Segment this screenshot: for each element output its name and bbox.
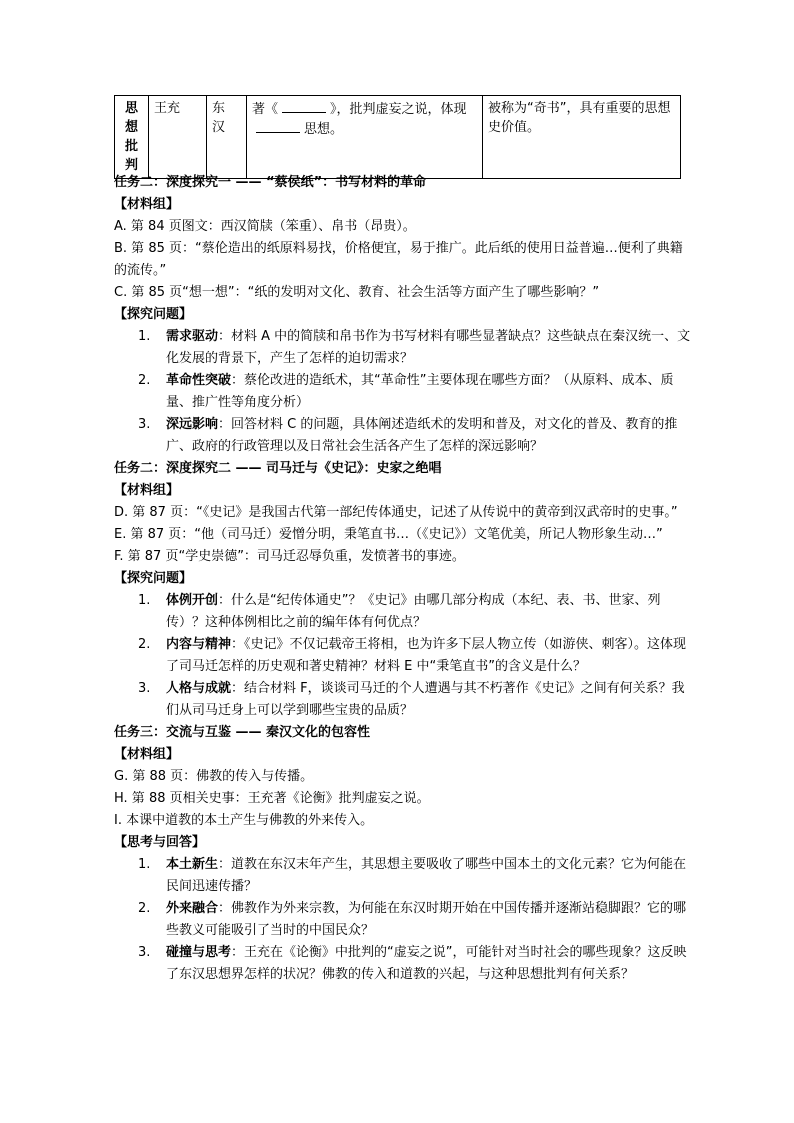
question-key: 需求驱动: [166, 329, 219, 344]
fill-blank-thought[interactable]: [256, 119, 300, 133]
task3-materials-header: 【材料组】: [114, 747, 180, 762]
task2b-materials-header: 【材料组】: [114, 483, 180, 498]
question-key: 深远影响: [166, 417, 219, 432]
desc-part-c: 思想。: [304, 122, 344, 137]
question-item: 1. 本土新生：道教在东汉末年产生，其思想主要吸收了哪些中国本土的文化元素？它为何能在民间迅速传播？: [138, 857, 687, 894]
material-item: G. 第 88 页：佛教的传入与传播。: [114, 769, 314, 784]
question-key: 内容与精神: [166, 637, 232, 652]
task3-questions-header: 【思考与回答】: [114, 835, 206, 850]
question-key: 革命性突破: [166, 373, 232, 388]
question-item: 1. 需求驱动：材料 A 中的简牍和帛书作为书写材料有哪些显著缺点？这些缺点在秦汉统一、文化发展的背景下，产生了怎样的迫切需求？: [138, 329, 691, 366]
question-item: 2. 革命性突破：蔡伦改进的造纸术，其“革命性”主要体现在哪些方面？（从原料、成本、质量、推广性等角度分析）: [138, 373, 674, 410]
summary-table: [114, 95, 681, 179]
question-item: 1. 体例开创：什么是“纪传体通史”？《史记》由哪几部分构成（本纪、表、书、世家、列传）？这种体例相比之前的编年体有何优点？: [138, 593, 661, 630]
material-item: H. 第 88 页相关史事：王充著《论衡》批判虚妄之说。: [114, 791, 430, 806]
material-item: F. 第 87 页“学史崇德”：司马迁忍辱负重，发愤著书的事迹。: [114, 549, 465, 564]
question-item: 2. 内容与精神：《史记》不仅记载帝王将相，也为许多下层人物立传（如游侠、刺客）。这体现了司马迁怎样的历史观和著史精神？材料 E 中“秉笔直书”的含义是什么？: [138, 637, 687, 674]
main-content: [114, 172, 694, 986]
material-item: C. 第 85 页“想一想”：“纸的发明对文化、教育、社会生活等方面产生了哪些影响？”: [114, 285, 600, 300]
table-row: [115, 96, 681, 179]
task2a-questions-header: 【探究问题】: [114, 307, 193, 322]
task2a-title: 任务二：深度探究一 —— “蔡侯纸”：书写材料的革命: [114, 175, 427, 190]
significance-cell: 被称为“奇书”，具有重要的思想史价值。: [483, 96, 681, 179]
question-item: 3. 深远影响：回答材料 C 的问题，具体阐述造纸术的发明和普及，对文化的普及、教育的推广、政府的行政管理以及日常社会生活各产生了怎样的深远影响？: [138, 417, 678, 454]
dynasty-cell: 东 汉: [207, 96, 247, 179]
question-item: 3. 人格与成就：结合材料 F，谈谈司马迁的个人遭遇与其不朽著作《史记》之间有何关系？我们从司马迁身上可以学到哪些宝贵的品质？: [138, 681, 685, 718]
task2b-questions-header: 【探究问题】: [114, 571, 193, 586]
material-item: I. 本课中道教的本土产生与佛教的外来传入。: [114, 813, 374, 828]
material-item: D. 第 87 页：“《史记》是我国古代第一部纪传体通史，记述了从传说中的黄帝到汉武帝时的史事。”: [114, 505, 678, 520]
person-cell: 王充: [149, 96, 207, 179]
question-key: 外来融合: [166, 901, 219, 916]
task2b-title: 任务二：深度探究二 —— 司马迁与《史记》：史家之绝唱: [114, 461, 442, 476]
desc-part-b: 》，批判虚妄之说，体现: [330, 102, 467, 117]
material-item: A. 第 84 页图文：西汉简牍（笨重）、帛书（昂贵）。: [114, 219, 416, 234]
category-cell: 思 想 批 判: [115, 96, 149, 179]
description-cell: [247, 96, 483, 179]
question-key: 体例开创: [166, 593, 219, 608]
question-key: 本土新生: [166, 857, 219, 872]
fill-blank-book[interactable]: [282, 99, 326, 113]
material-item: B. 第 85 页：“蔡伦造出的纸原料易找，价格便宜，易于推广。此后纸的使用日益普遍…便利了典籍的流传。”: [114, 241, 683, 278]
question-item: 2. 外来融合：佛教作为外来宗教，为何能在东汉时期开始在中国传播并逐渐站稳脚跟？它的哪些教义可能吸引了当时的中国民众？: [138, 901, 687, 938]
question-item: 3. 碰撞与思考：王充在《论衡》中批判的“虚妄之说”，可能针对当时社会的哪些现象？这反映了东汉思想界怎样的状况？佛教的传入和道教的兴起，与这种思想批判有何关系？: [138, 945, 687, 982]
question-key: 碰撞与思考: [166, 945, 232, 960]
task3-title: 任务三：交流与互鉴 —— 秦汉文化的包容性: [114, 725, 371, 740]
question-key: 人格与成就: [166, 681, 232, 696]
task2a-materials-header: 【材料组】: [114, 197, 180, 212]
desc-part-a: 著《: [252, 102, 279, 117]
material-item: E. 第 87 页：“他（司马迁）爱憎分明，秉笔直书…（《史记》）文笔优美，所记人物形象生动…”: [114, 527, 663, 542]
